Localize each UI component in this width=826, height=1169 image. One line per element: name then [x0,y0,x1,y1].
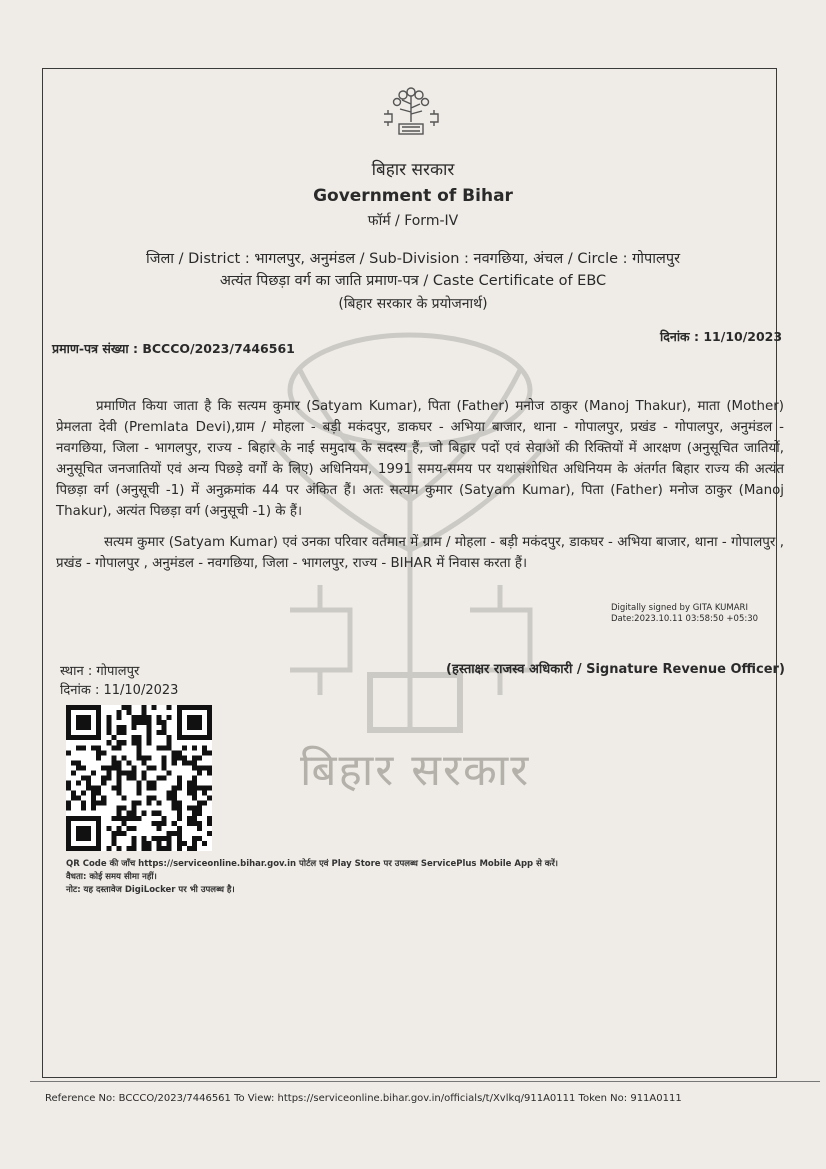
issue-date: दिनांक : 11/10/2023 [660,329,783,344]
place-date: दिनांक : 11/10/2023 [60,683,179,698]
validity-note: वैधता: कोई समय सीमा नहीं। [66,872,157,882]
header-title-english: Government of Bihar [313,186,513,206]
watermark-text: बिहार सरकार [300,745,531,796]
reference-footer: Reference No: BCCCO/2023/7446561 To View: https://serviceonline.bihar.gov.in/officials/t/Xvlkq/911A0111 Token No: 911A0111 [45,1093,682,1104]
signer-title: (हस्ताक्षर राजस्व अधिकारी / Signature Revenue Officer) [446,662,785,677]
header-title-hindi: बिहार सरकार [371,160,455,180]
footer-divider [30,1081,820,1082]
certificate-number: प्रमाण-पत्र संख्या : BCCCO/2023/7446561 [52,341,295,356]
digital-signature-date: Date:2023.10.11 03:58:50 +05:30 [611,614,759,624]
digilocker-note: नोट: यह दस्तावेज DigiLocker पर भी उपलब्ध है। [66,885,235,895]
district-line: जिला / District : भागलपुर, अनुमंडल / Sub-Division : नवगछिया, अंचल / Circle : गोपालपुर [145,251,681,267]
qr-code[interactable] [66,705,212,851]
digital-signature-name: Digitally signed by GITA KUMARI [611,603,748,613]
residence-paragraph: सत्यम कुमार (Satyam Kumar) एवं उनका परिवार वर्तमान में ग्राम / मोहला - बड़ी मकंदपुर, डाकघर - अभिया बाजार, थाना - गोपालपुर , प्रखंड - गोपालपुर , अनुमंडल - नवगछिया, जिला - भागलपुर, राज्य - BIHAR में निवास करता हैं। [56,535,784,571]
certificate-title: अत्यंत पिछड़ा वर्ग का जाति प्रमाण-पत्र / Caste Certificate of EBC [219,273,607,289]
certification-paragraph: प्रमाणित किया जाता है कि सत्यम कुमार (Satyam Kumar), पिता (Father) मनोज ठाकुर (Manoj Thakur), माता (Mother) प्रेमलता देवी (Premlata Devi),ग्राम / मोहला - बड़ी मकंदपुर, डाकघर - अभिया बाजार, थाना - गोपालपुर, प्रखंड - गोपालपुर, अनुमंडल - नवगछिया, जिला - भागलपुर, राज्य - बिहार के नाई समुदाय के सदस्य हैं, जो बिहार पदों एवं सेवाओं की रिक्तियों में आरक्षण (अनुसूचित जातियों, अनुसूचित जनजातियों एवं अन्य पिछड़े वर्गों के लिए) अधिनियम, 1991 समय-समय पर यथासंशोधित अधिनियम के अंतर्गत बिहार राज्य की अत्यंत पिछड़ा वर्ग (अनुसूची -1) में अनुक्रमांक 44 पर अंकित हैं। अतः सत्यम कुमार (Satyam Kumar), पिता (Father) मनोज ठाकुर (Manoj Thakur), अत्यंत पिछड़ा वर्ग (अनुसूची -1) के हैं। [56,399,784,519]
place: स्थान : गोपालपुर [60,664,140,679]
qr-note: QR Code की जाँच https://serviceonline.bihar.gov.in पोर्टल एवं Play Store पर उपलब्ध ServicePlus Mobile App से करें। [66,859,559,869]
certificate-purpose: (बिहार सरकार के प्रयोजनार्थ) [338,296,488,312]
bihar-emblem-icon [380,82,442,138]
notes-block [66,858,558,897]
form-number: फॉर्म / Form-IV [367,213,459,229]
